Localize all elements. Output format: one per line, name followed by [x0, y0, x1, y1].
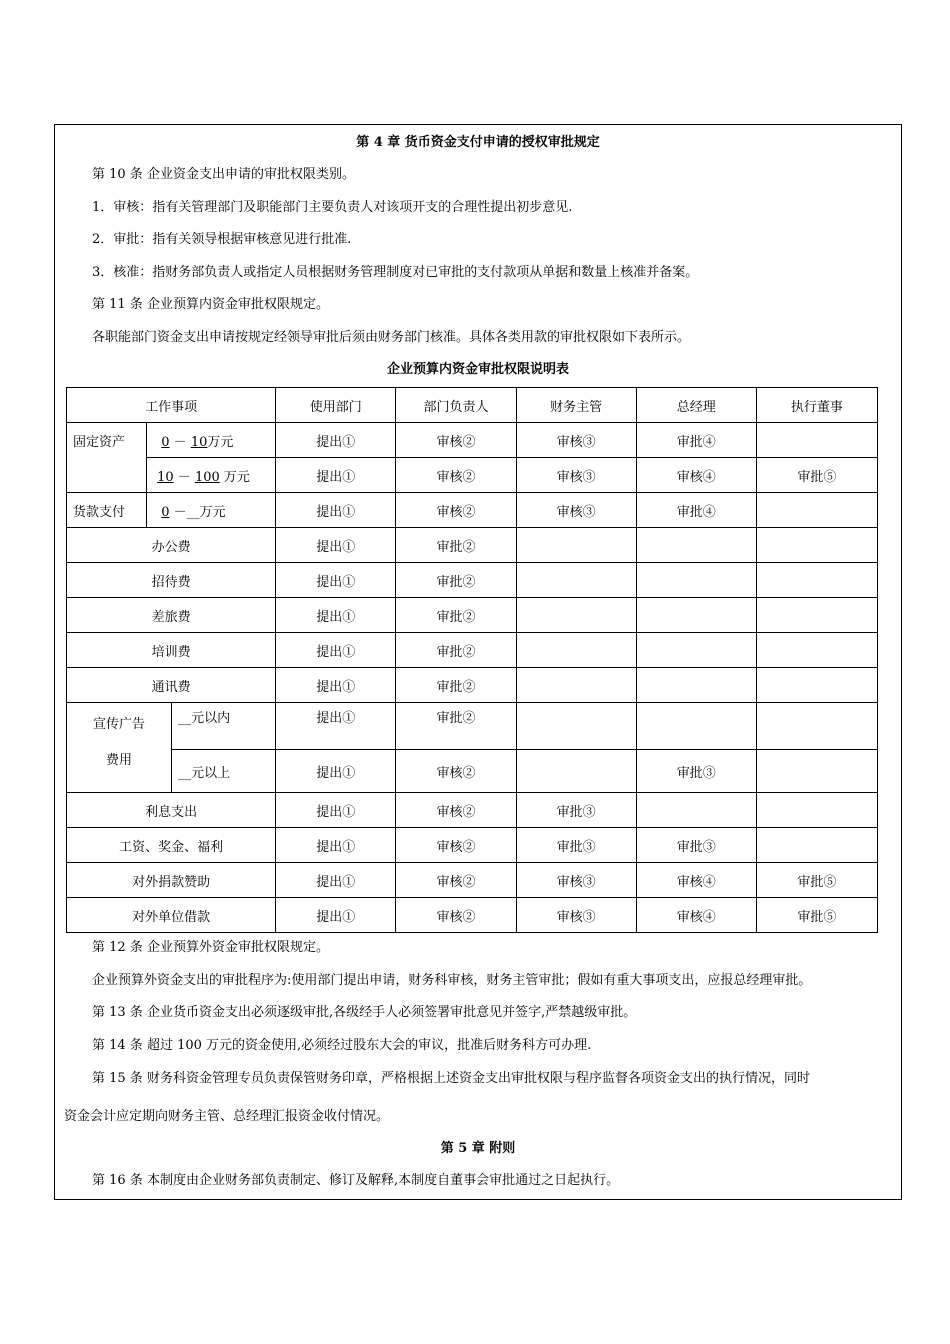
- table-row: [67, 750, 878, 793]
- row-label: 对外单位借款: [67, 898, 276, 933]
- table-row: [67, 493, 878, 528]
- table-cell: [756, 750, 877, 793]
- table-cell: [636, 703, 756, 750]
- table-cell: 提出①: [276, 750, 396, 793]
- item-1-review: 1．审核：指有关管理部门及职能部门主要负责人对该项开支的合理性提出初步意见.: [92, 200, 573, 215]
- article-10: 第 10 条 企业资金支出申请的审批权限类别。: [92, 167, 355, 182]
- row-label: 工资、奖金、福利: [67, 828, 276, 863]
- table-cell: [516, 528, 636, 563]
- table-title: 企业预算内资金审批权限说明表: [386, 362, 569, 377]
- table-cell: 审核②: [396, 493, 516, 528]
- table-cell: 提出①: [276, 863, 396, 898]
- table-row: [67, 598, 878, 633]
- article-12-desc: 企业预算外资金支出的审批程序为:使用部门提出申请，财务科审核，财务主管审批；假如有重大事项支出，应报总经理审批。: [92, 973, 812, 988]
- table-header-row: [67, 388, 878, 423]
- row-label: 差旅费: [67, 598, 276, 633]
- row-label: 办公费: [67, 528, 276, 563]
- table-cell: 提出①: [276, 703, 396, 750]
- table-cell: [756, 668, 877, 703]
- table-cell: 审核④: [636, 458, 756, 493]
- table-cell: [756, 563, 877, 598]
- table-cell: [636, 793, 756, 828]
- table-cell: 提出①: [276, 598, 396, 633]
- article-15: 第 15 条 财务科资金管理专员负责保管财务印章，严格根据上述资金支出审批权限与程序监督各项资金支出的执行情况，同时: [92, 1071, 810, 1086]
- table-cell: 审核②: [396, 863, 516, 898]
- table-cell: 审批②: [396, 703, 516, 750]
- table-cell: 审核②: [396, 793, 516, 828]
- chapter-4-title: 第 4 章 货币资金支付申请的授权审批规定: [356, 135, 600, 150]
- range-cell: __元以上: [172, 750, 276, 793]
- range-cell: 0 － 10万元: [147, 423, 276, 458]
- article-16: 第 16 条 本制度由企业财务部负责制定、修订及解释,本制度自董事会审批通过之日起执行。: [92, 1173, 620, 1188]
- table-cell: 审批④: [636, 423, 756, 458]
- document-frame: [54, 124, 902, 1200]
- table-cell: 审批④: [636, 493, 756, 528]
- range-cell: 10 － 100 万元: [147, 458, 276, 493]
- table-cell: 审核②: [396, 458, 516, 493]
- table-cell: 审批⑤: [756, 458, 877, 493]
- table-cell: 提出①: [276, 668, 396, 703]
- row-group-label: 货款支付: [67, 493, 147, 528]
- table-cell: [636, 598, 756, 633]
- table-cell: [756, 493, 877, 528]
- table-cell: [756, 423, 877, 458]
- table-cell: 审核③: [516, 863, 636, 898]
- table-cell: [756, 528, 877, 563]
- table-cell: [756, 633, 877, 668]
- table-cell: 审核③: [516, 458, 636, 493]
- article-11: 第 11 条 企业预算内资金审批权限规定。: [92, 297, 329, 312]
- chapter-5-title: 第 5 章 附则: [440, 1141, 516, 1156]
- table-cell: 审核④: [636, 898, 756, 933]
- table-cell: 审核②: [396, 750, 516, 793]
- table-cell: 提出①: [276, 563, 396, 598]
- range-cell: 0 －__万元: [147, 493, 276, 528]
- article-14: 第 14 条 超过 100 万元的资金使用,必须经过股东大会的审议，批准后财务科方可办理.: [92, 1038, 592, 1053]
- row-label: 通讯费: [67, 668, 276, 703]
- table-row: [67, 703, 878, 750]
- table-cell: [636, 668, 756, 703]
- article-13: 第 13 条 企业货币资金支出必须逐级审批,各级经手人必须签署审批意见并签字,严禁越级审批。: [92, 1005, 637, 1020]
- table-cell: 审批②: [396, 598, 516, 633]
- table-cell: [516, 668, 636, 703]
- table-row: [67, 633, 878, 668]
- row-label: 利息支出: [67, 793, 276, 828]
- table-cell: [756, 598, 877, 633]
- article-12: 第 12 条 企业预算外资金审批权限规定。: [92, 940, 329, 955]
- table-cell: [516, 598, 636, 633]
- table-row: [67, 793, 878, 828]
- table-cell: [756, 793, 877, 828]
- header-cell: 总经理: [636, 388, 756, 423]
- table-cell: 提出①: [276, 528, 396, 563]
- table-cell: [636, 563, 756, 598]
- row-group-label: 固定资产: [67, 423, 147, 493]
- table-cell: 审核②: [396, 898, 516, 933]
- table-cell: 提出①: [276, 828, 396, 863]
- table-cell: [516, 703, 636, 750]
- table-cell: [756, 703, 877, 750]
- table-cell: 审批③: [516, 793, 636, 828]
- article-15-cont: 资金会计应定期向财务主管、总经理汇报资金收付情况。: [64, 1109, 390, 1124]
- table-row: [67, 863, 878, 898]
- table-row: [67, 828, 878, 863]
- table-cell: 审核③: [516, 493, 636, 528]
- table-cell: 审批③: [516, 828, 636, 863]
- table-cell: 审核②: [396, 423, 516, 458]
- table-row: [67, 898, 878, 933]
- header-cell: 工作事项: [67, 388, 276, 423]
- item-2-approval: 2．审批：指有关领导根据审核意见进行批准.: [92, 232, 352, 247]
- range-cell: __元以内: [172, 703, 276, 750]
- table-cell: 提出①: [276, 458, 396, 493]
- header-cell: 执行董事: [756, 388, 877, 423]
- table-cell: 提出①: [276, 793, 396, 828]
- row-group-label: 宣传广告 费用: [67, 703, 172, 793]
- table-row: [67, 423, 878, 458]
- table-cell: [516, 563, 636, 598]
- table-cell: 审批③: [636, 750, 756, 793]
- table-cell: 审核③: [516, 898, 636, 933]
- table-cell: 提出①: [276, 423, 396, 458]
- table-row: [67, 563, 878, 598]
- table-cell: [636, 528, 756, 563]
- table-cell: [516, 633, 636, 668]
- table-cell: [516, 750, 636, 793]
- table-cell: 审核②: [396, 828, 516, 863]
- table-cell: 审批②: [396, 528, 516, 563]
- header-cell: 使用部门: [276, 388, 396, 423]
- table-cell: 审批②: [396, 668, 516, 703]
- article-11-desc: 各职能部门资金支出申请按规定经领导审批后须由财务部门核准。具体各类用款的审批权限如下表所示。: [92, 330, 691, 345]
- row-label: 对外捐款赞助: [67, 863, 276, 898]
- table-cell: 提出①: [276, 633, 396, 668]
- table-cell: 审核④: [636, 863, 756, 898]
- approval-table: [66, 387, 878, 933]
- table-cell: 提出①: [276, 493, 396, 528]
- table-cell: 审批③: [636, 828, 756, 863]
- table-cell: 提出①: [276, 898, 396, 933]
- header-cell: 财务主管: [516, 388, 636, 423]
- row-label: 招待费: [67, 563, 276, 598]
- item-3-verify: 3．核准：指财务部负责人或指定人员根据财务管理制度对已审批的支付款项从单据和数量上核准并备案。: [92, 265, 699, 280]
- table-cell: 审核③: [516, 423, 636, 458]
- table-row: [67, 528, 878, 563]
- table-row: [67, 458, 878, 493]
- table-cell: [756, 828, 877, 863]
- table-cell: [636, 633, 756, 668]
- table-cell: 审批②: [396, 633, 516, 668]
- table-row: [67, 668, 878, 703]
- table-cell: 审批⑤: [756, 898, 877, 933]
- table-cell: 审批②: [396, 563, 516, 598]
- table-cell: 审批⑤: [756, 863, 877, 898]
- row-label: 培训费: [67, 633, 276, 668]
- header-cell: 部门负责人: [396, 388, 516, 423]
